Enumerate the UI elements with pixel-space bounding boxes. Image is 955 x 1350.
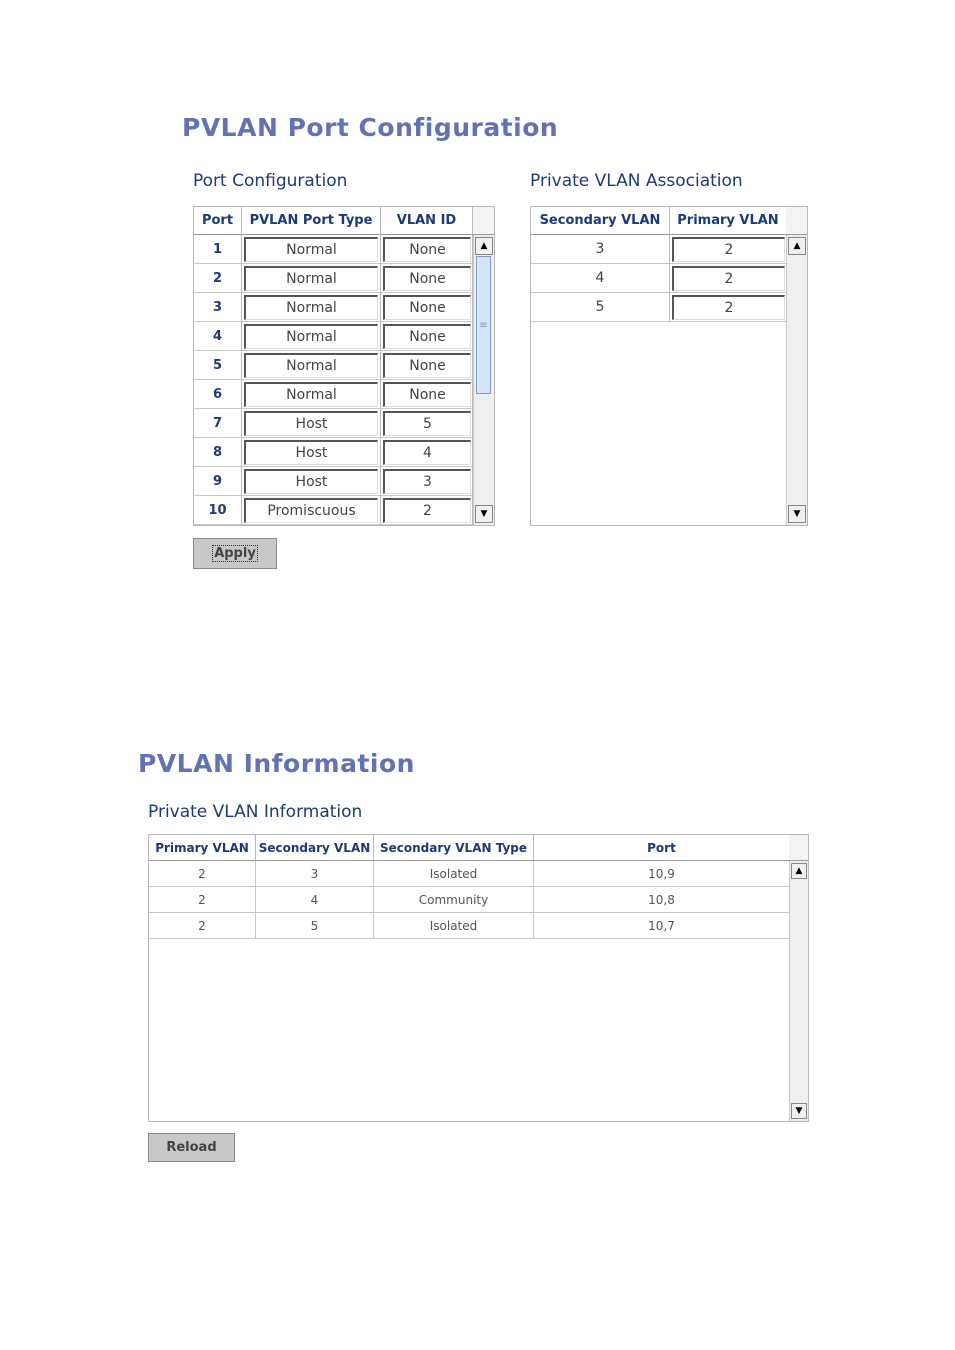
primary-vlan-cell [670, 293, 787, 322]
port-type-cell [242, 438, 381, 467]
primary-vlan-cell: 2 [149, 861, 256, 887]
table-row [531, 235, 787, 264]
port-type-cell [242, 264, 381, 293]
port-number-cell [194, 438, 242, 467]
port-number-cell [194, 322, 242, 351]
vlan-id-cell [381, 409, 473, 438]
port-number: 6 [212, 386, 223, 402]
vlan-id-cell [381, 467, 473, 496]
port-type-cell [242, 467, 381, 496]
port-number: 10 [208, 502, 227, 518]
reload-button[interactable]: Reload [148, 1133, 235, 1162]
header-corner [789, 835, 808, 861]
col-header-vlan-id: VLAN ID [381, 207, 473, 235]
port-number: 3 [212, 299, 223, 315]
scroll-thumb[interactable]: ≡ [476, 256, 491, 394]
secondary-vlan-type-cell: Community [374, 887, 534, 913]
apply-button[interactable] [193, 538, 277, 569]
scroll-up-icon[interactable]: ▲ [475, 237, 493, 255]
pvlan-port-type-select[interactable]: Host [244, 469, 378, 494]
port-configuration-heading: Port Configuration [193, 171, 348, 191]
port-type-cell [242, 409, 381, 438]
port-type-cell [242, 351, 381, 380]
primary-vlan-cell [670, 264, 787, 293]
scroll-up-icon[interactable]: ▲ [788, 237, 806, 255]
apply-button-label: Apply [214, 546, 256, 561]
pvlan-port-type-select[interactable]: Host [244, 440, 378, 465]
scroll-down-icon[interactable]: ▼ [791, 1103, 807, 1119]
port-number-cell [194, 380, 242, 409]
port-number-cell [194, 293, 242, 322]
association-heading: Private VLAN Association [530, 171, 743, 191]
vlan-id-cell [381, 235, 473, 264]
pvlan-port-type-select[interactable]: Normal [244, 237, 378, 262]
page-title-info: PVLAN Information [138, 749, 415, 778]
secondary-vlan-type-cell: Isolated [374, 861, 534, 887]
pvlan-port-type-select[interactable]: Promiscuous [244, 498, 378, 523]
vlan-id-cell [381, 496, 473, 525]
port-type-cell [242, 293, 381, 322]
table-row [194, 293, 473, 322]
col-header-pvlan-port-type: PVLAN Port Type [242, 207, 381, 235]
port-number-cell [194, 264, 242, 293]
col-header-port: Port [534, 835, 790, 861]
col-header-primary-vlan: Primary VLAN [149, 835, 256, 861]
port-type-cell [242, 380, 381, 409]
pvlan-port-type-select[interactable]: Normal [244, 382, 378, 407]
primary-vlan-cell: 2 [149, 913, 256, 939]
pvlan-port-type-select[interactable]: Host [244, 411, 378, 436]
vlan-id-cell [381, 264, 473, 293]
port-type-cell [242, 235, 381, 264]
vlan-id-cell [381, 380, 473, 409]
page-title-config: PVLAN Port Configuration [182, 113, 559, 142]
vlan-id-select[interactable]: 5 [383, 411, 471, 436]
scroll-down-icon[interactable]: ▼ [788, 505, 806, 523]
port-number: 5 [212, 357, 223, 373]
port-number: 4 [212, 328, 223, 344]
association-scrollbar[interactable] [786, 235, 807, 525]
port-cell: 10,7 [534, 913, 790, 939]
vlan-id-cell [381, 322, 473, 351]
col-header-secondary-vlan: Secondary VLAN [256, 835, 374, 861]
secondary-vlan-type-cell: Isolated [374, 913, 534, 939]
primary-vlan-cell [670, 235, 787, 264]
table-row [194, 409, 473, 438]
scroll-down-icon[interactable]: ▼ [475, 505, 493, 523]
col-header-secondary-vlan-type: Secondary VLAN Type [374, 835, 534, 861]
vlan-id-select[interactable]: None [383, 237, 471, 262]
col-header-port: Port [194, 207, 242, 235]
vlan-id-select[interactable]: None [383, 295, 471, 320]
secondary-vlan-cell: 4 [256, 887, 374, 913]
port-cell: 10,9 [534, 861, 790, 887]
table-row [149, 861, 790, 887]
port-cell: 10,8 [534, 887, 790, 913]
info-table-scrollbar[interactable] [789, 861, 808, 1121]
vlan-id-select[interactable]: 3 [383, 469, 471, 494]
table-row [194, 438, 473, 467]
secondary-vlan-cell: 5 [256, 913, 374, 939]
pvlan-port-type-select[interactable]: Normal [244, 353, 378, 378]
port-number-cell [194, 351, 242, 380]
pvlan-information-heading: Private VLAN Information [148, 802, 363, 822]
pvlan-port-type-select[interactable]: Normal [244, 295, 378, 320]
table-row [194, 380, 473, 409]
secondary-vlan-cell: 4 [531, 264, 670, 293]
secondary-vlan-cell: 5 [531, 293, 670, 322]
vlan-id-select[interactable]: None [383, 382, 471, 407]
vlan-id-select[interactable]: None [383, 324, 471, 349]
port-type-cell [242, 496, 381, 525]
table-row [149, 887, 790, 913]
table-row [531, 264, 787, 293]
table-row [194, 264, 473, 293]
port-number: 9 [212, 473, 223, 489]
col-header-secondary-vlan: Secondary VLAN [531, 207, 670, 235]
port-type-cell [242, 322, 381, 351]
table-row [149, 913, 790, 939]
port-number-cell [194, 467, 242, 496]
vlan-id-select[interactable]: 2 [383, 498, 471, 523]
primary-vlan-select[interactable]: 2 [672, 295, 785, 320]
port-table-scrollbar[interactable] [473, 235, 494, 525]
port-number-cell [194, 496, 242, 525]
table-row [194, 322, 473, 351]
table-row [531, 293, 787, 322]
vlan-id-cell [381, 293, 473, 322]
table-row [194, 496, 473, 525]
vlan-id-select[interactable]: 4 [383, 440, 471, 465]
association-table [530, 206, 808, 526]
table-row [194, 235, 473, 264]
primary-vlan-select[interactable]: 2 [672, 266, 785, 291]
vlan-id-cell [381, 351, 473, 380]
header-corner [473, 207, 494, 235]
port-number: 2 [212, 270, 223, 286]
pvlan-info-table [148, 834, 809, 1122]
secondary-vlan-cell: 3 [256, 861, 374, 887]
primary-vlan-select[interactable]: 2 [672, 237, 785, 262]
port-number: 7 [212, 415, 223, 431]
pvlan-port-type-select[interactable]: Normal [244, 266, 378, 291]
vlan-id-select[interactable]: None [383, 353, 471, 378]
primary-vlan-cell: 2 [149, 887, 256, 913]
table-row [194, 467, 473, 496]
port-number: 8 [212, 444, 223, 460]
col-header-primary-vlan: Primary VLAN [670, 207, 787, 235]
scroll-up-icon[interactable]: ▲ [791, 863, 807, 879]
pvlan-port-type-select[interactable]: Normal [244, 324, 378, 349]
port-number: 1 [212, 241, 223, 257]
secondary-vlan-cell: 3 [531, 235, 670, 264]
table-row [194, 351, 473, 380]
vlan-id-cell [381, 438, 473, 467]
port-number-cell [194, 235, 242, 264]
header-corner [786, 207, 807, 235]
port-number-cell [194, 409, 242, 438]
vlan-id-select[interactable]: None [383, 266, 471, 291]
port-config-table [193, 206, 495, 526]
